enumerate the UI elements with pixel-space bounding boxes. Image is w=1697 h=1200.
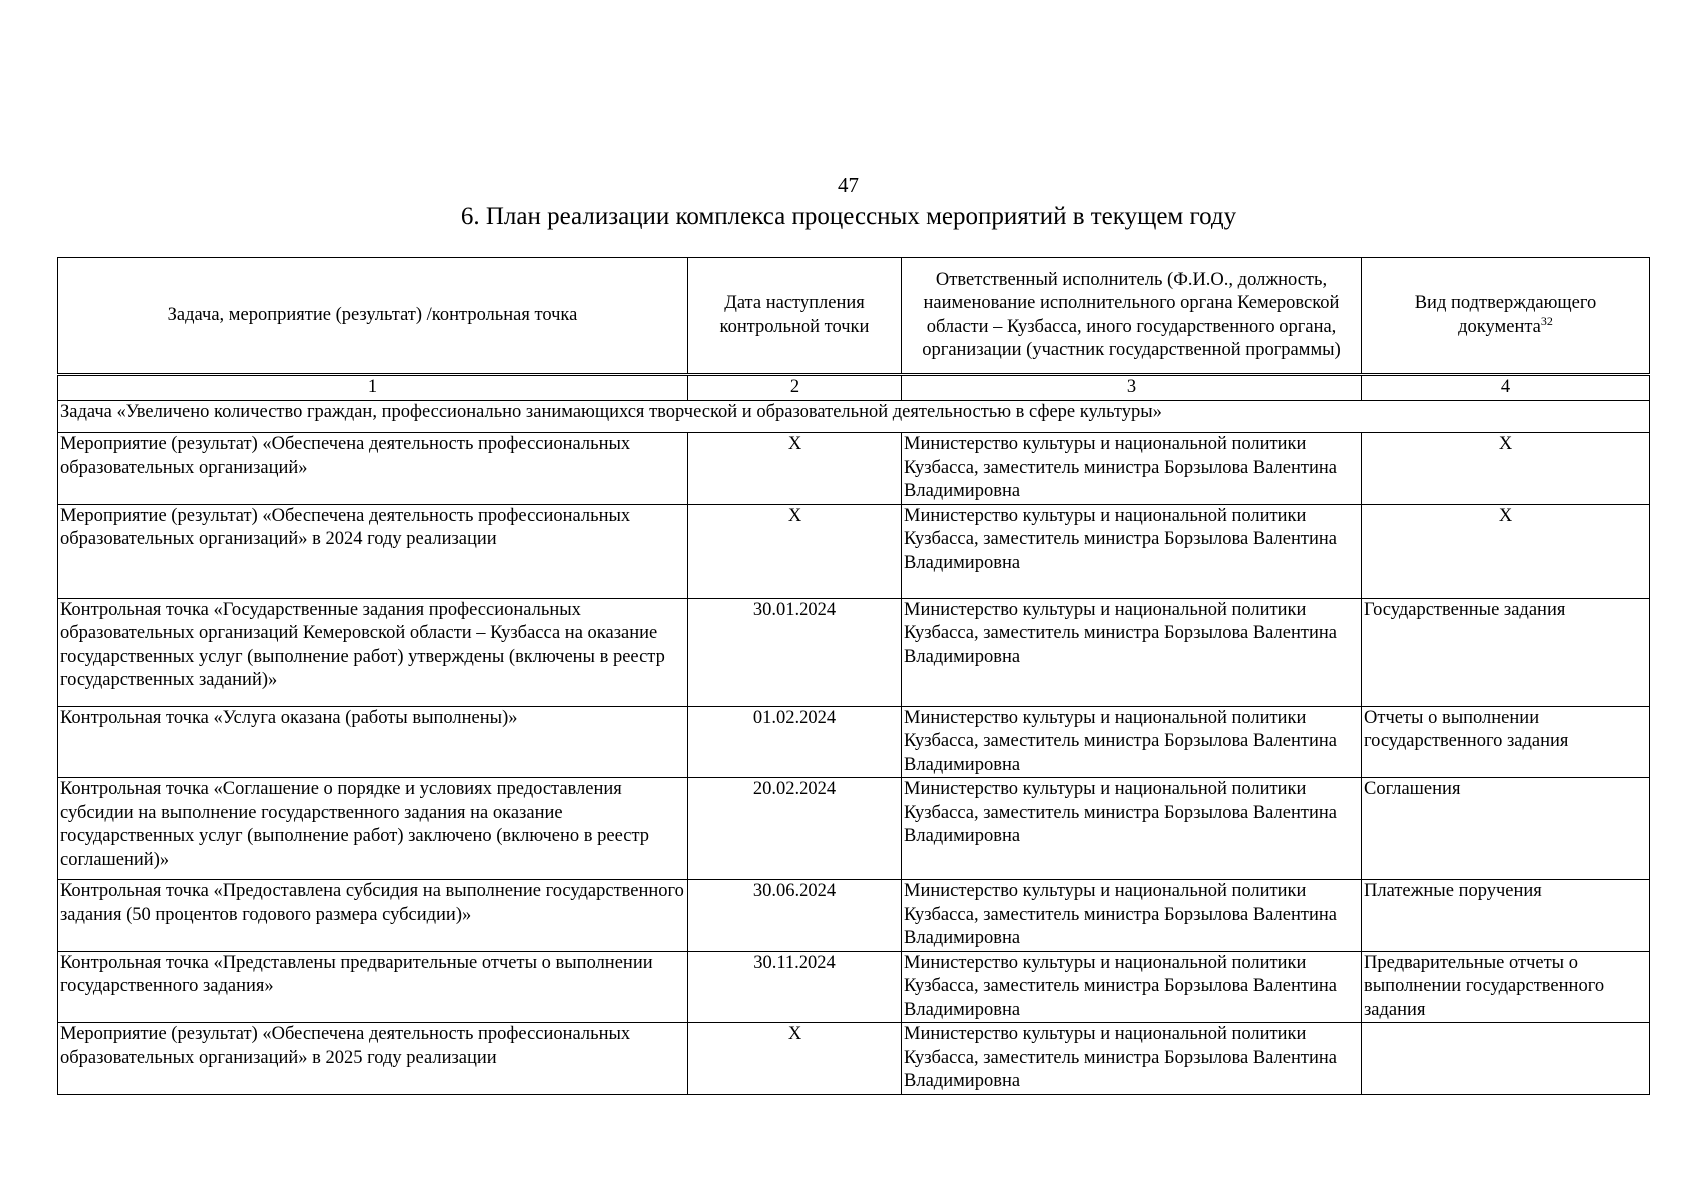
cell-date: 20.02.2024 [688,778,902,880]
header-date: Дата наступления контрольной точки [688,258,902,375]
column-number: 3 [902,375,1362,401]
cell-date: 30.06.2024 [688,880,902,952]
column-number: 2 [688,375,902,401]
table-row [58,433,1650,505]
cell-date: X [688,1023,902,1095]
cell-responsible: Министерство культуры и национальной политики Кузбасса, заместитель министра Борзылова Валентина Владимировна [902,951,1362,1023]
table-row [58,598,1650,706]
cell-document: Отчеты о выполнении государственного задания [1362,706,1650,778]
cell-responsible: Министерство культуры и национальной политики Кузбасса, заместитель министра Борзылова Валентина Владимировна [902,1023,1362,1095]
cell-date: X [688,504,902,598]
cell-document: X [1362,504,1650,598]
header-document-label: Вид подтверждающего документа [1414,293,1597,337]
table-row [58,504,1650,598]
table-row [58,706,1650,778]
header-responsible: Ответственный исполнитель (Ф.И.О., должность, наименование исполнительного органа Кемеровской области – Кузбасса, иного государственного органа, организации (участник государственной программы) [902,258,1362,375]
cell-name: Мероприятие (результат) «Обеспечена деятельность профессиональных образовательных организаций» в 2024 году реализации [58,504,688,598]
cell-document: Платежные поручения [1362,880,1650,952]
cell-date: 30.01.2024 [688,598,902,706]
cell-responsible: Министерство культуры и национальной политики Кузбасса, заместитель министра Борзылова Валентина Владимировна [902,880,1362,952]
table-header-row [58,258,1650,375]
table-row [58,778,1650,880]
cell-date: X [688,433,902,505]
cell-date: 30.11.2024 [688,951,902,1023]
cell-responsible: Министерство культуры и национальной политики Кузбасса, заместитель министра Борзылова Валентина Владимировна [902,778,1362,880]
task-row [58,401,1650,433]
table-row [58,880,1650,952]
task-text: Задача «Увеличено количество граждан, профессионально занимающихся творческой и образовательной деятельностью в сфере культуры» [58,401,1650,433]
table-row [58,1023,1650,1095]
cell-document: Государственные задания [1362,598,1650,706]
column-numbers-row [58,375,1650,401]
cell-responsible: Министерство культуры и национальной политики Кузбасса, заместитель министра Борзылова Валентина Владимировна [902,433,1362,505]
plan-table [57,257,1650,1095]
header-task: Задача, мероприятие (результат) /контрольная точка [58,258,688,375]
cell-name: Контрольная точка «Услуга оказана (работы выполнены)» [58,706,688,778]
header-document [1362,258,1650,375]
column-number: 4 [1362,375,1650,401]
cell-document [1362,1023,1650,1095]
cell-name: Контрольная точка «Соглашение о порядке и условиях предоставления субсидии на выполнение государственного задания на оказание государственных услуг (выполнение работ) заключено (включено в реестр соглашений)» [58,778,688,880]
cell-name: Мероприятие (результат) «Обеспечена деятельность профессиональных образовательных организаций» [58,433,688,505]
cell-document: Соглашения [1362,778,1650,880]
cell-name: Контрольная точка «Представлены предварительные отчеты о выполнении государственного задания» [58,951,688,1023]
cell-document: X [1362,433,1650,505]
page-title: 6. План реализации комплекса процессных мероприятий в текущем году [460,203,1237,230]
column-number: 1 [58,375,688,401]
cell-responsible: Министерство культуры и национальной политики Кузбасса, заместитель министра Борзылова Валентина Владимировна [902,706,1362,778]
cell-responsible: Министерство культуры и национальной политики Кузбасса, заместитель министра Борзылова Валентина Владимировна [902,504,1362,598]
cell-name: Контрольная точка «Предоставлена субсидия на выполнение государственного задания (50 процентов годового размера субсидии)» [58,880,688,952]
table-row [58,951,1650,1023]
page-number: 47 [838,173,859,197]
cell-date: 01.02.2024 [688,706,902,778]
cell-responsible: Министерство культуры и национальной политики Кузбасса, заместитель министра Борзылова Валентина Владимировна [902,598,1362,706]
cell-name: Контрольная точка «Государственные задания профессиональных образовательных организаций Кемеровской области – Кузбасса на оказание государственных услуг (выполнение работ) утверждены (включены в реестр государственных заданий)» [58,598,688,706]
cell-document: Предварительные отчеты о выполнении государственного задания [1362,951,1650,1023]
cell-name: Мероприятие (результат) «Обеспечена деятельность профессиональных образовательных организаций» в 2025 году реализации [58,1023,688,1095]
header-footnote-marker: 32 [1540,313,1553,328]
